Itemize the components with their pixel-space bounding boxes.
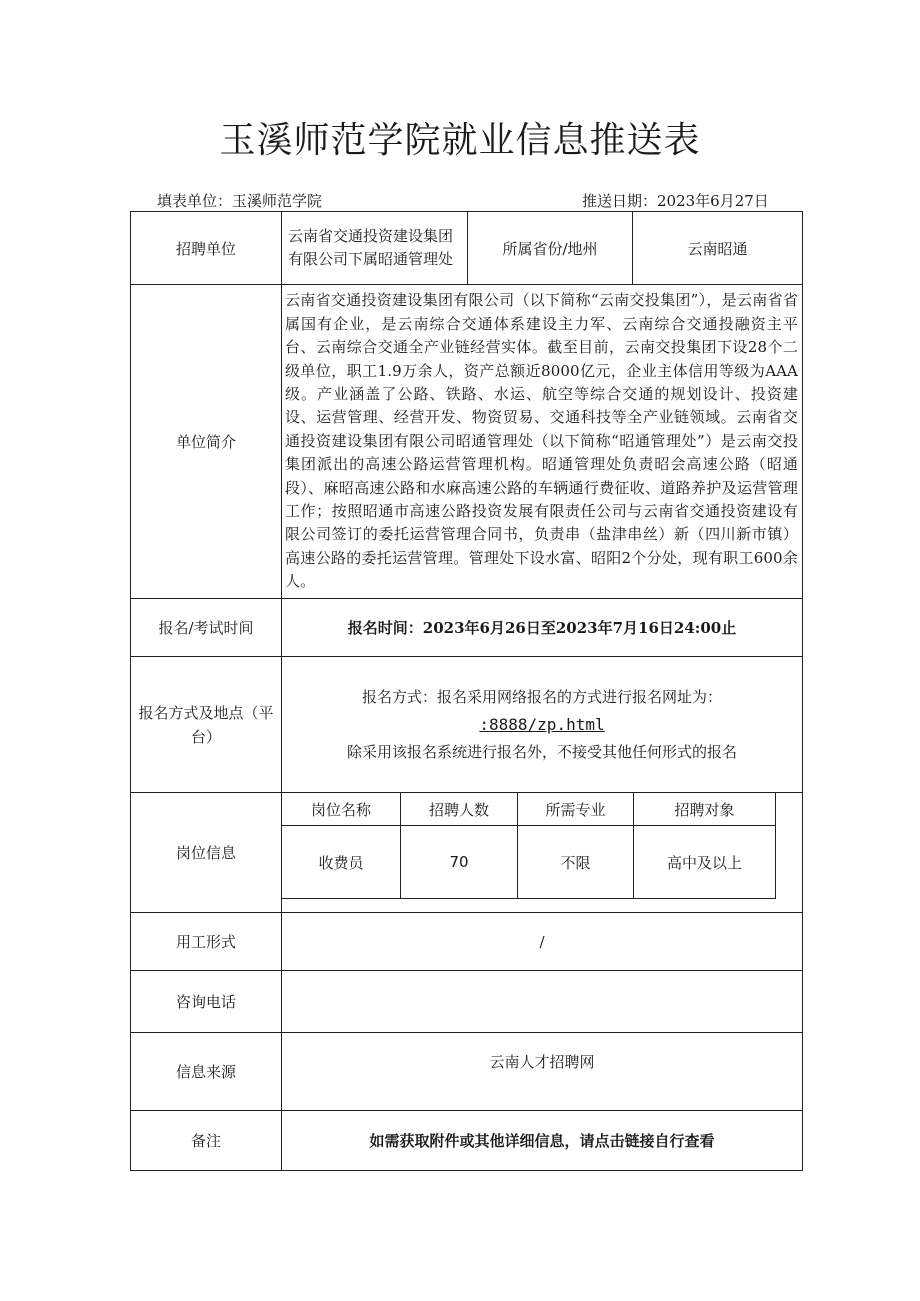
phone-label: 咨询电话 <box>131 971 282 1033</box>
time-row <box>131 599 803 657</box>
employ-row <box>131 913 803 971</box>
region-label: 所属省份/地州 <box>468 212 633 285</box>
note-value: 如需获取附件或其他详细信息，请点击链接自行查看 <box>282 1111 803 1171</box>
jobs-header-cell: 招聘对象 <box>634 793 776 826</box>
intro-row <box>131 285 803 599</box>
jobs-table <box>281 792 776 899</box>
employ-label: 用工形式 <box>131 913 282 971</box>
info-table <box>130 211 803 1171</box>
intro-text: 云南省交通投资建设集团有限公司（以下简称“云南交投集团”），是云南省省属国有企业，是云南综合交通体系建设主力军、云南综合交通投融资主平台、云南综合交通全产业链经营实体。截至目前，云南交投集团下设28个二级单位，职工1.9万余人，资产总额近8000亿元，企业主体信用等级为AAA级。产业涵盖了公路、铁路、水运、航空等综合交通的规划设计、投资建设、运营管理、经营开发、物资贸易、交通科技等全产业链领域。云南省交通投资建设集团有限公司昭通管理处（以下简称“昭通管理处”）是云南交投集团派出的高速公路运营管理机构。昭通管理处负责昭会高速公路（昭通段）、麻昭高速公路和水麻高速公路的车辆通行费征收、道路养护及运营管理工作；按照昭通市高速公路投资发展有限责任公司与云南省交通投资建设有限公司签订的委托运营管理合同书，负责串（盐津串丝）新（四川新市镇）高速公路的委托运营管理。管理处下设水富、昭阳2个分处，现有职工600余人。 <box>282 285 803 599</box>
source-value: 云南人才招聘网 <box>282 1033 803 1111</box>
method-cell <box>282 657 803 793</box>
method-line1: 报名方式：报名采用网络报名的方式进行报名网址为： <box>361 687 722 706</box>
method-line3: 除采用该报名系统进行报名外，不接受其他任何形式的报名 <box>346 742 737 761</box>
jobs-header-cell: 岗位名称 <box>282 793 401 826</box>
job-major: 不限 <box>518 826 634 899</box>
page-title: 玉溪师范学院就业信息推送表 <box>219 120 701 161</box>
source-row <box>131 1033 803 1111</box>
employer-value: 云南省交通投资建设集团有限公司下属昭通管理处 <box>282 212 468 285</box>
employ-value: / <box>282 913 803 971</box>
time-value: 报名时间：2023年6月26日至2023年7月16日24:00止 <box>282 599 803 657</box>
push-date: 推送日期：2023年6月27日 <box>582 192 769 210</box>
note-row <box>131 1111 803 1171</box>
intro-label: 单位简介 <box>131 285 282 599</box>
time-label: 报名/考试时间 <box>131 599 282 657</box>
signup-link[interactable]: :8888/zp.html <box>479 714 605 734</box>
jobs-header-row <box>282 793 776 826</box>
jobs-cell <box>282 793 803 913</box>
job-target: 高中及以上 <box>634 826 776 899</box>
jobs-header-cell: 所需专业 <box>518 793 634 826</box>
jobs-header-cell: 招聘人数 <box>401 793 518 826</box>
phone-value <box>282 971 803 1033</box>
source-label: 信息来源 <box>131 1033 282 1111</box>
job-count: 70 <box>401 826 518 899</box>
method-row <box>131 657 803 793</box>
region-value: 云南昭通 <box>633 212 803 285</box>
note-label: 备注 <box>131 1111 282 1171</box>
phone-row <box>131 971 803 1033</box>
fill-unit: 填表单位：玉溪师范学院 <box>157 192 323 210</box>
employer-label: 招聘单位 <box>131 212 282 285</box>
jobs-label: 岗位信息 <box>131 793 282 913</box>
method-label: 报名方式及地点（平台） <box>131 657 282 793</box>
employer-row <box>131 212 803 285</box>
jobs-row <box>131 793 803 913</box>
job-name: 收费员 <box>282 826 401 899</box>
jobs-data-row <box>282 826 776 899</box>
